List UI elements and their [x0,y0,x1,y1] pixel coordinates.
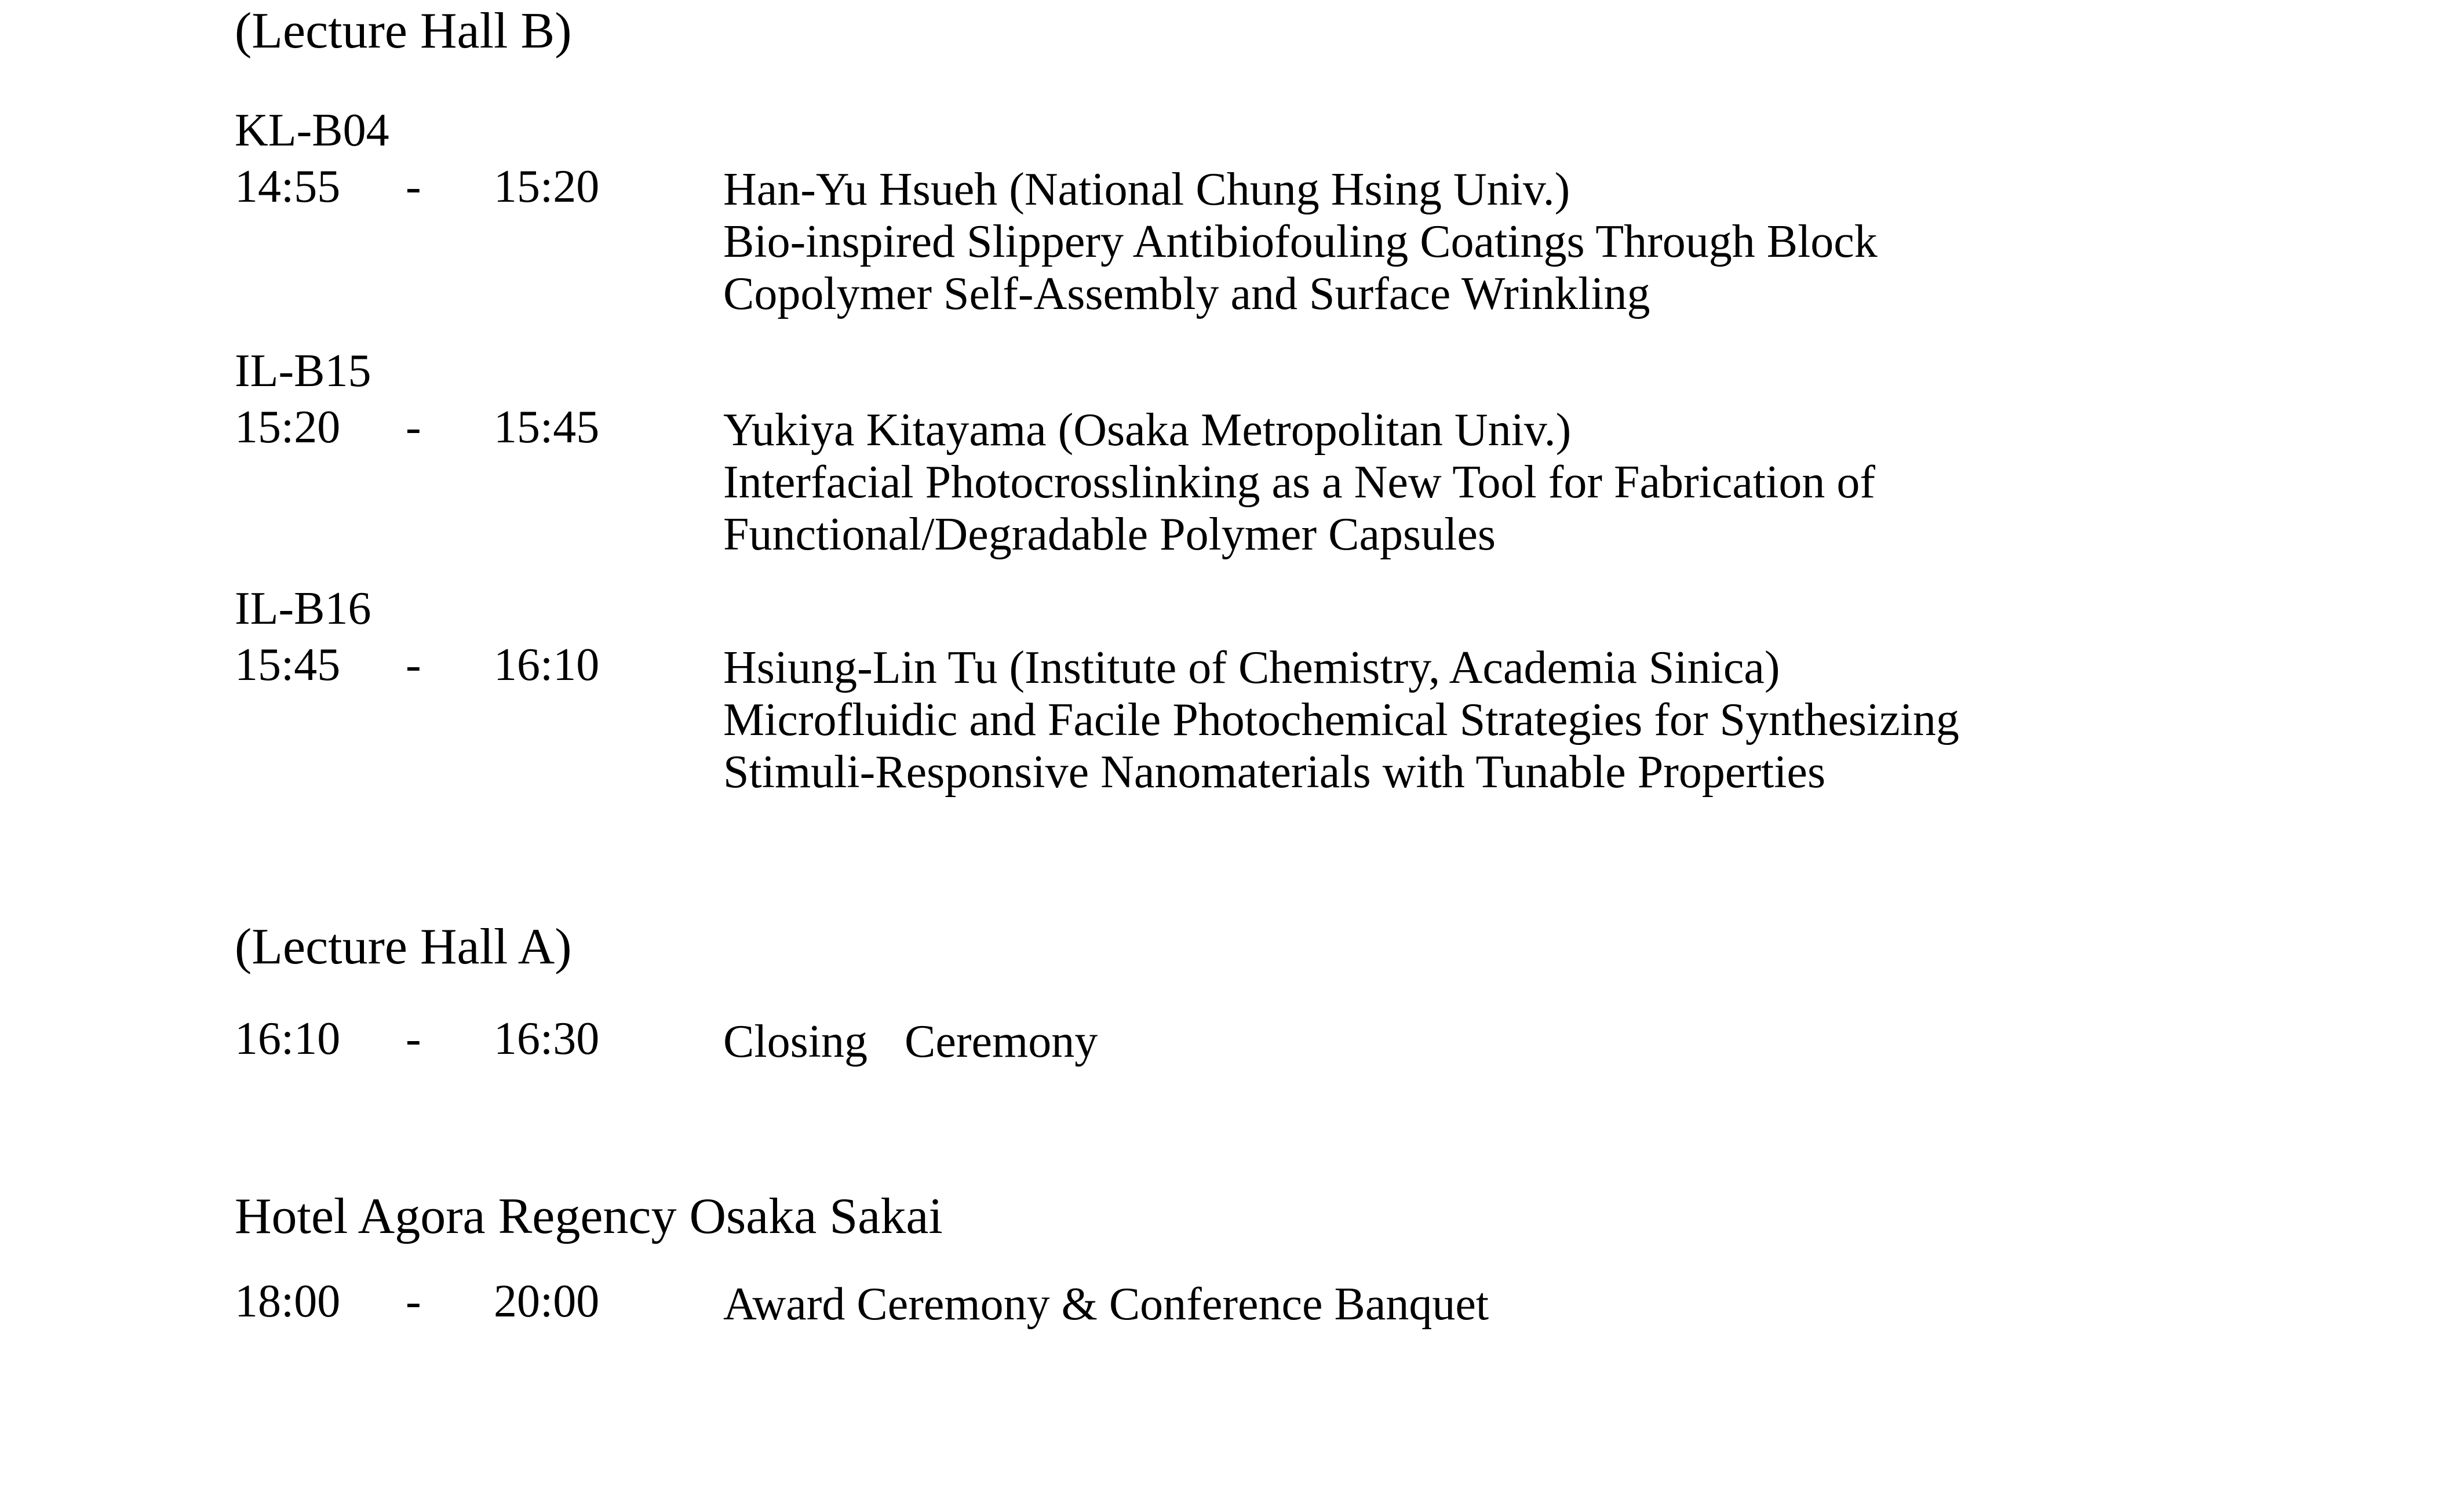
closing-ceremony-label [723,1016,2404,1068]
session-title-line-kl-b04-1: Bio-inspired Slippery Antibiofouling Coatings Through Block [723,216,1878,267]
session-title-line-kl-b04-2: Copolymer Self-Assembly and Surface Wrinkling [723,268,1650,319]
session-code-il-b16: IL-B16 [235,583,371,634]
closing-ceremony-time-separator: - [406,1013,421,1064]
banquet-details [723,1278,2404,1330]
session-start-time-il-b16: 15:45 [235,639,341,690]
session-start-time-il-b15: 15:20 [235,402,341,453]
session-end-time-il-b16: 16:10 [494,639,600,690]
banquet-start-time: 18:00 [235,1276,341,1327]
banquet-label: Award Ceremony & Conference Banquet [723,1279,1489,1330]
session-speaker-il-b16: Hsiung-Lin Tu (Institute of Chemistry, Academia Sinica) [723,642,1780,693]
session-title-line-il-b15-2: Functional/Degradable Polymer Capsules [723,509,1496,560]
banquet-end-time: 20:00 [494,1276,600,1327]
venue-heading-hotel-agora-regency-osaka-sakai: Hotel Agora Regency Osaka Sakai [235,1188,943,1245]
session-details-il-b15 [723,404,2404,561]
venue-heading-lecture-hall-b: (Lecture Hall B) [235,3,572,59]
session-speaker-kl-b04: Han-Yu Hsueh (National Chung Hsing Univ.) [723,164,1570,215]
session-details-il-b16 [723,642,2404,798]
closing-ceremony-word-2: Ceremony [904,1016,1098,1067]
session-speaker-il-b15: Yukiya Kitayama (Osaka Metropolitan Univ.) [723,405,1572,456]
session-end-time-kl-b04: 15:20 [494,161,600,212]
session-time-separator-kl-b04: - [406,161,421,212]
session-time-separator-il-b16: - [406,639,421,690]
session-title-line-il-b16-2: Stimuli-Responsive Nanomaterials with Tunable Properties [723,747,1826,798]
session-time-separator-il-b15: - [406,402,421,453]
banquet-time-separator: - [406,1276,421,1327]
closing-ceremony-start-time: 16:10 [235,1013,341,1064]
session-details-kl-b04 [723,163,2404,320]
closing-ceremony-details [723,1016,2404,1068]
session-end-time-il-b15: 15:45 [494,402,600,453]
closing-ceremony-end-time: 16:30 [494,1013,600,1064]
session-title-line-il-b16-1: Microfluidic and Facile Photochemical Strategies for Synthesizing [723,694,1959,745]
session-title-line-il-b15-1: Interfacial Photocrosslinking as a New Tool for Fabrication of [723,457,1875,508]
session-start-time-kl-b04: 14:55 [235,161,341,212]
session-code-il-b15: IL-B15 [235,345,371,396]
session-code-kl-b04: KL-B04 [235,105,389,156]
closing-ceremony-word-1: Closing [723,1016,867,1067]
venue-heading-lecture-hall-a: (Lecture Hall A) [235,919,572,975]
